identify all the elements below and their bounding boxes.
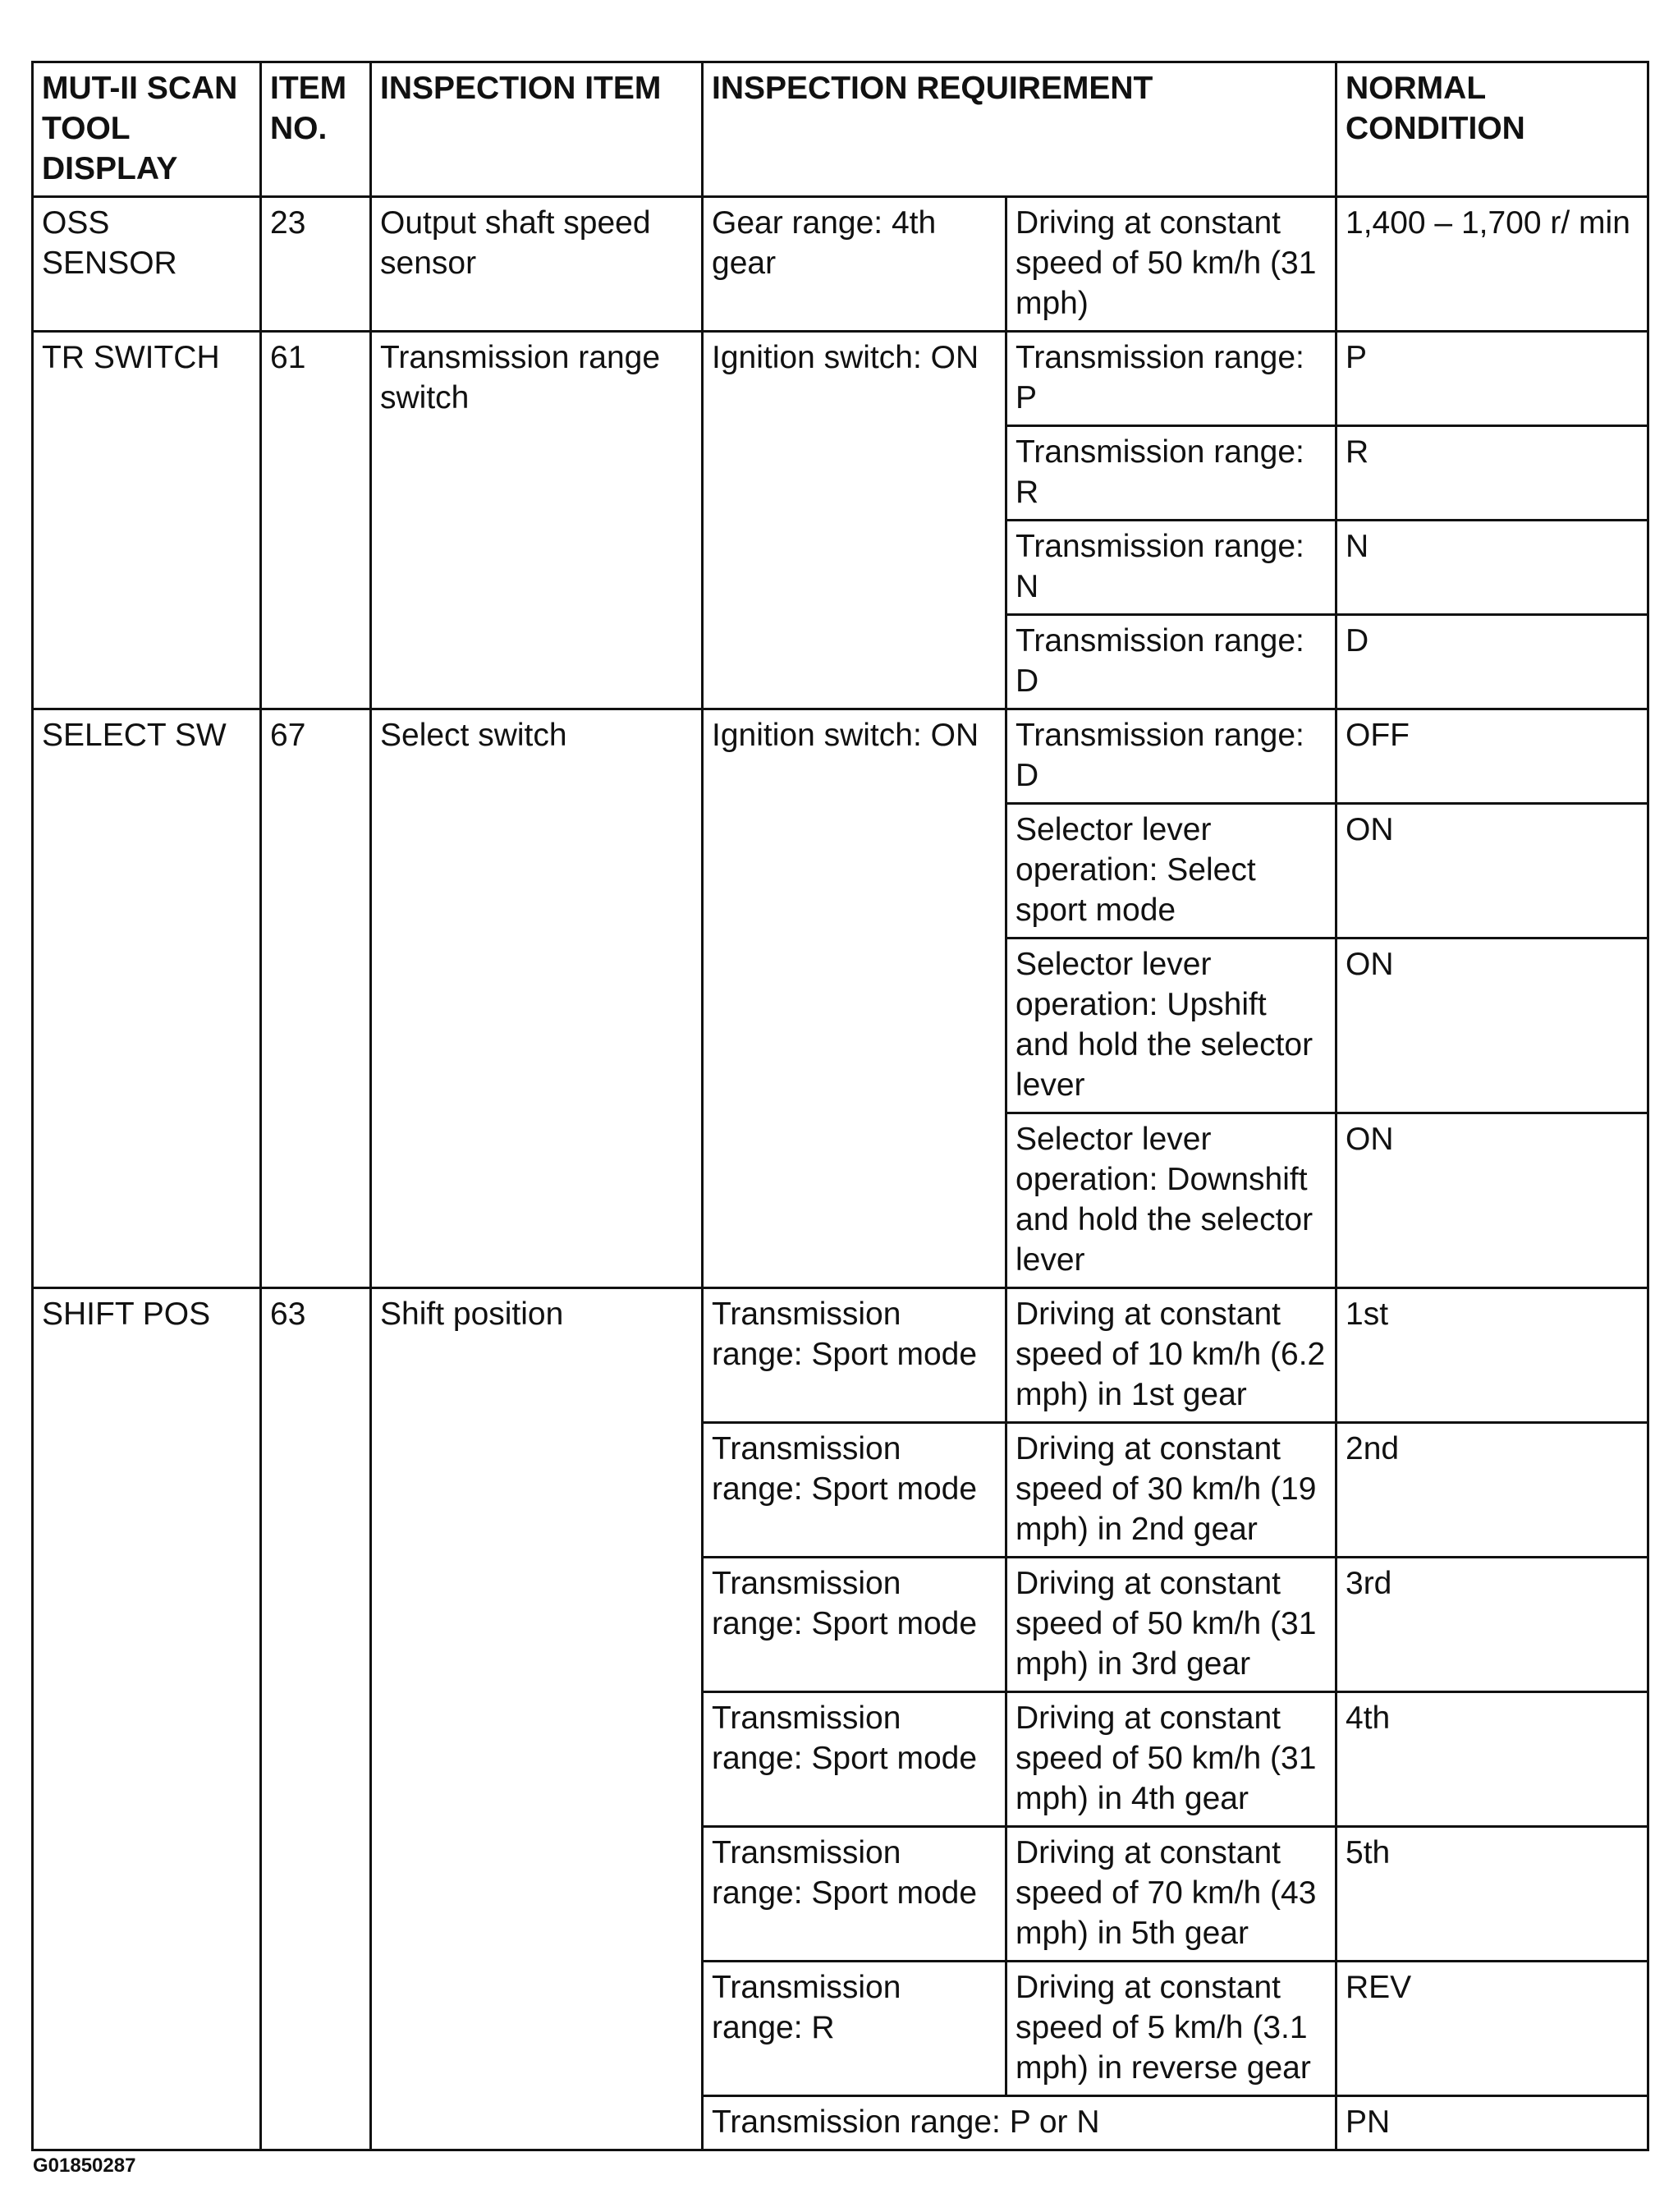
cell-item-no: 63: [261, 1288, 371, 2150]
cell-requirement: Transmission range: Sport mode: [703, 1827, 1006, 1962]
cell-condition: Transmission range: P: [1006, 332, 1336, 426]
header-row: [33, 62, 1648, 197]
cell-condition: Driving at constant speed of 50 km/h (31 mph): [1006, 197, 1336, 332]
cell-condition: Selector lever operation: Upshift and hold the selector lever: [1006, 938, 1336, 1113]
table-row: [33, 197, 1648, 332]
cell-item-no: 67: [261, 709, 371, 1288]
cell-condition: Driving at constant speed of 50 km/h (31 mph) in 4th gear: [1006, 1692, 1336, 1827]
cell-normal: ON: [1336, 938, 1648, 1113]
cell-requirement: Transmission range: P or N: [703, 2096, 1336, 2150]
cell-normal: N: [1336, 521, 1648, 615]
cell-item-no: 23: [261, 197, 371, 332]
cell-display: TR SWITCH: [33, 332, 261, 709]
cell-condition: Transmission range: R: [1006, 426, 1336, 521]
cell-item-no: 61: [261, 332, 371, 709]
cell-condition: Transmission range: N: [1006, 521, 1336, 615]
table-row: [33, 1288, 1648, 1423]
cell-display: SHIFT POS: [33, 1288, 261, 2150]
header-inspection-requirement: INSPECTION REQUIREMENT: [703, 62, 1336, 197]
cell-normal: 1,400 – 1,700 r/ min: [1336, 197, 1648, 332]
cell-normal: ON: [1336, 1113, 1648, 1288]
cell-requirement: Transmission range: R: [703, 1962, 1006, 2096]
header-item-no: ITEM NO.: [261, 62, 371, 197]
cell-normal: 4th: [1336, 1692, 1648, 1827]
cell-item: Transmission range switch: [371, 332, 703, 709]
header-scan-tool-display: MUT-II SCAN TOOL DISPLAY: [33, 62, 261, 197]
cell-normal: 2nd: [1336, 1423, 1648, 1558]
cell-condition: Selector lever operation: Select sport mode: [1006, 804, 1336, 938]
figure-id: G01850287: [33, 2155, 136, 2177]
cell-requirement: Gear range: 4th gear: [703, 197, 1006, 332]
cell-requirement: Transmission range: Sport mode: [703, 1423, 1006, 1558]
cell-normal: PN: [1336, 2096, 1648, 2150]
cell-normal: REV: [1336, 1962, 1648, 2096]
cell-normal: 1st: [1336, 1288, 1648, 1423]
cell-condition: Selector lever operation: Downshift and hold the selector lever: [1006, 1113, 1336, 1288]
header-inspection-item: INSPECTION ITEM: [371, 62, 703, 197]
cell-requirement: Ignition switch: ON: [703, 709, 1006, 1288]
cell-item: Select switch: [371, 709, 703, 1288]
cell-requirement: Transmission range: Sport mode: [703, 1692, 1006, 1827]
cell-display: OSS SENSOR: [33, 197, 261, 332]
cell-condition: Driving at constant speed of 70 km/h (43 mph) in 5th gear: [1006, 1827, 1336, 1962]
cell-condition: Driving at constant speed of 5 km/h (3.1 mph) in reverse gear: [1006, 1962, 1336, 2096]
cell-display: SELECT SW: [33, 709, 261, 1288]
cell-condition: Transmission range: D: [1006, 709, 1336, 804]
inspection-table: [31, 61, 1649, 2151]
cell-item: Shift position: [371, 1288, 703, 2150]
cell-normal: 5th: [1336, 1827, 1648, 1962]
cell-requirement: Transmission range: Sport mode: [703, 1288, 1006, 1423]
cell-normal: P: [1336, 332, 1648, 426]
cell-requirement: Transmission range: Sport mode: [703, 1558, 1006, 1692]
cell-requirement: Ignition switch: ON: [703, 332, 1006, 709]
cell-condition: Driving at constant speed of 30 km/h (19 mph) in 2nd gear: [1006, 1423, 1336, 1558]
table-row: [33, 709, 1648, 804]
cell-normal: OFF: [1336, 709, 1648, 804]
cell-normal: ON: [1336, 804, 1648, 938]
header-normal-condition: NORMAL CONDITION: [1336, 62, 1648, 197]
cell-normal: 3rd: [1336, 1558, 1648, 1692]
table-row: [33, 332, 1648, 426]
cell-normal: D: [1336, 615, 1648, 709]
cell-item: Output shaft speed sensor: [371, 197, 703, 332]
cell-condition: Driving at constant speed of 50 km/h (31 mph) in 3rd gear: [1006, 1558, 1336, 1692]
cell-condition: Driving at constant speed of 10 km/h (6.2 mph) in 1st gear: [1006, 1288, 1336, 1423]
cell-normal: R: [1336, 426, 1648, 521]
cell-condition: Transmission range: D: [1006, 615, 1336, 709]
